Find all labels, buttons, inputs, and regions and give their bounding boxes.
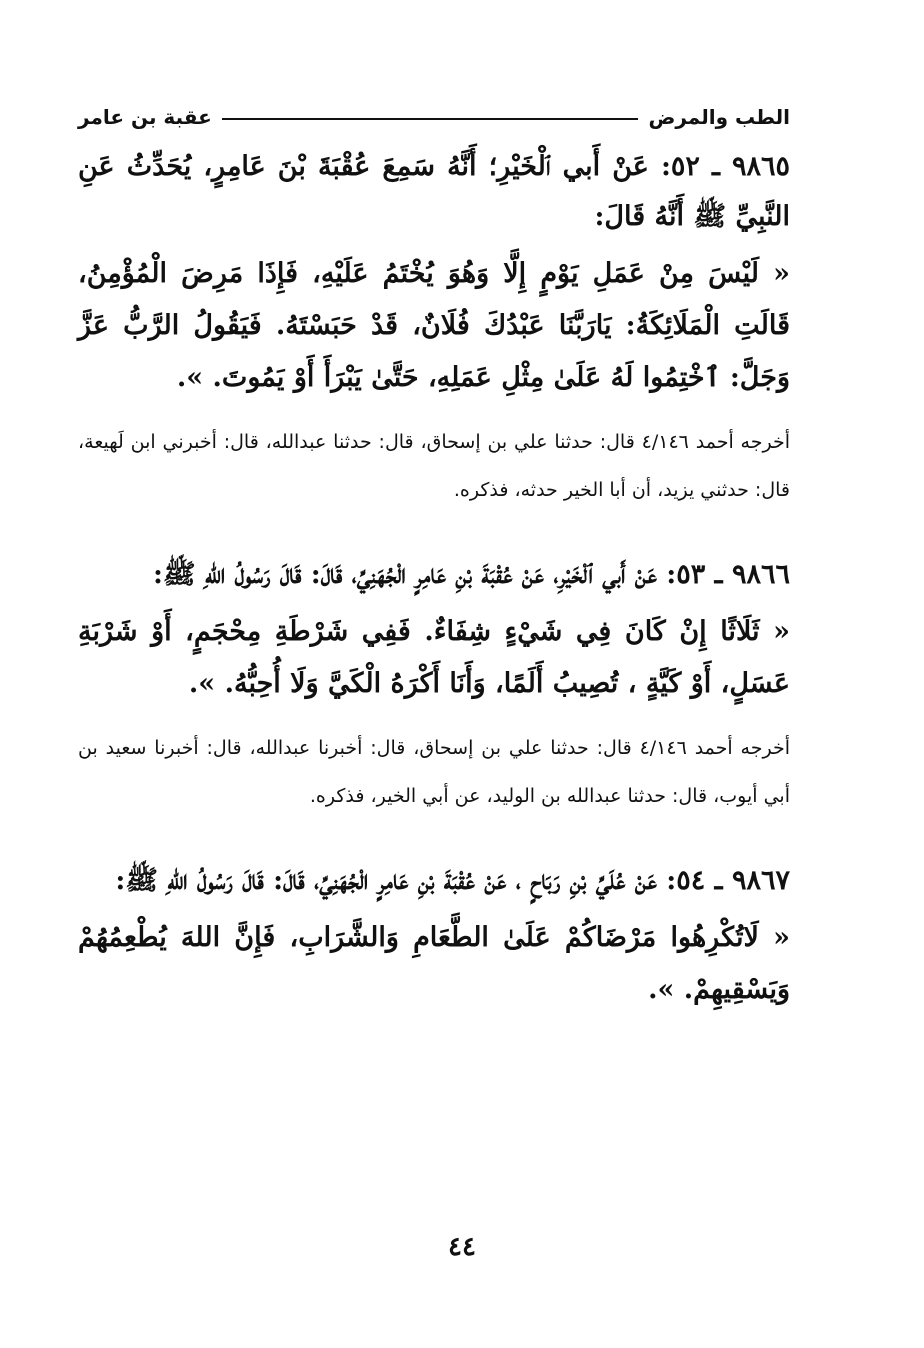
hadith-text: « لَيْسَ مِنْ عَمَلِ يَوْمٍ إِلَّا وَهُوَ يُخْتَمُ عَلَيْهِ، فَإِذَا مَرِضَ الْمُؤْمِنُ، قَالَتِ الْمَلَائِكَةُ: يَارَبَّنَا عَبْدُكَ فُلَانٌ، قَدْ حَبَسْتَهُ. فَيَقُولُ الرَّبُّ عَزَّ وَجَلَّ: ٱخْتِمُوا لَهُ عَلَىٰ مِثْلِ عَمَلِهِ، حَتَّىٰ يَبْرَأَ أَوْ يَمُوتَ. ».: [78, 258, 790, 393]
hadith-heading: ٩٨٦٥ ـ ٥٢: عَنْ أَبي ٱلْخَيْرِ؛ أَنَّهُ سَمِعَ عُقْبَةَ بْنَ عَامِرٍ، يُحَدِّثُ عَنِ النَّبِيِّ ﷺ أَنَّهُ قَالَ:: [78, 151, 790, 232]
hadith-9867: [78, 856, 790, 1016]
page-content: [78, 142, 790, 1016]
running-header: [78, 100, 790, 134]
hadith-9866: [78, 550, 790, 820]
hadith-text: « ثَلَاثًا إِنْ كَانَ فِي شَيْءٍ شِفَاءٌ. فَفِي شَرْطَةِ مِحْجَمٍ، أَوْ شَرْبَةِ عَسَلٍ، أَوْ كَيَّةٍ ، تُصِيبُ أَلَمًا، وَأَنَا أَكْرَهُ الْكَيَّ وَلَا أُحِبُّهُ. ».: [78, 616, 790, 699]
narrator-title: عقبة بن عامر: [78, 105, 212, 129]
hadith-text: « لَاتُكْرِهُوا مَرْضَاكُمْ عَلَىٰ الطَّعَامِ وَالشَّرَابِ، فَإِنَّ اللهَ يُطْعِمُهُمْ وَيَسْقِيهِمْ. ».: [78, 922, 790, 1005]
hadith-heading: ٩٨٦٧ ـ ٥٤: عَنْ عُلَيِّ بْنِ رَبَاحٍ ، عَنْ عُقْبَةَ بْنِ عَامِرٍ الْجُهَنِيِّ، قَالَ: قَالَ رَسُولُ اللهِ ﷺ:: [115, 865, 790, 896]
hadith-takhrij: أخرجه أحمد ٤/١٤٦ قال: حدثنا علي بن إسحاق، قال: حدثنا عبدالله، قال: أخبرني ابن لَهيعة، قال: حدثني يزيد، أن أبا الخير حدثه، فذكره.: [78, 431, 790, 501]
section-title: الطب والمرض: [648, 105, 790, 129]
hadith-heading: ٩٨٦٦ ـ ٥٣: عَنْ أَبي ٱلْخَيْرِ، عَنْ عُقْبَةَ بْنِ عَامِرٍ الْجُهَنِيِّ، قَالَ: قَالَ رَسُولُ اللهِ ﷺ:: [153, 559, 790, 590]
hadith-9865: [78, 142, 790, 514]
page-number: ٤٤: [448, 1232, 476, 1262]
header-rule: [222, 118, 639, 120]
hadith-takhrij: أخرجه أحمد ٤/١٤٦ قال: حدثنا علي بن إسحاق، قال: أخبرنا عبدالله، قال: أخبرنا سعيد بن أبي أيوب، قال: حدثنا عبدالله بن الوليد، عن أبي الخير، فذكره.: [78, 737, 790, 807]
